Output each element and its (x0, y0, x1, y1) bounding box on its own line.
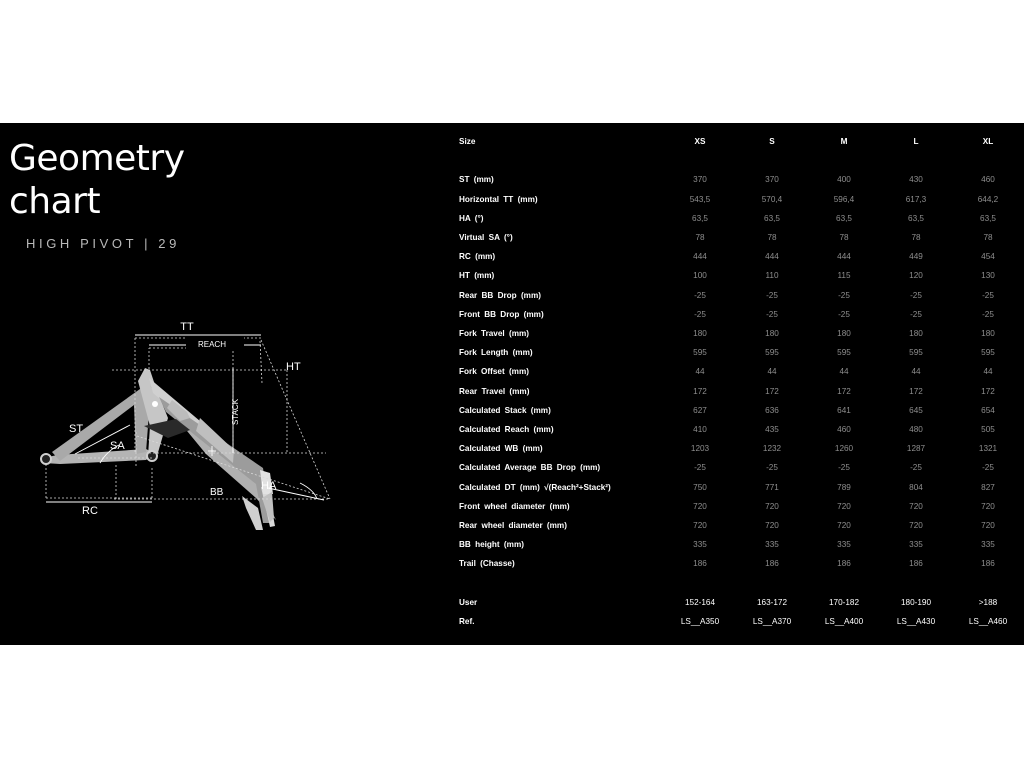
title-line-1: Geometry (9, 138, 185, 179)
row-label: Fork Offset (mm) (459, 367, 529, 377)
row-value: 720 (765, 521, 779, 531)
table-row (454, 343, 1024, 362)
row-value: 543,5 (689, 194, 711, 204)
table-row (454, 593, 1024, 612)
size-header-xl: XL (982, 137, 994, 146)
row-value: 44 (767, 367, 777, 377)
table-row (454, 478, 1024, 497)
row-value: 44 (695, 367, 705, 377)
table-row (454, 228, 1024, 247)
table-row (454, 382, 1024, 401)
row-value: 570,4 (761, 194, 783, 204)
row-label: HT (mm) (459, 271, 495, 281)
frame-geometry-diagram (30, 308, 350, 568)
row-value: 370 (765, 175, 779, 185)
label-ht: HT (286, 361, 301, 373)
row-value: 595 (693, 348, 707, 358)
title-line-2: chart (9, 181, 101, 222)
row-value: -25 (694, 290, 706, 300)
row-value: LS__A400 (824, 617, 864, 627)
table-row (454, 439, 1024, 458)
size-header-xs: XS (694, 137, 706, 146)
table-row (454, 497, 1024, 516)
size-header-label: Size (459, 137, 476, 146)
row-value: 63,5 (764, 213, 780, 223)
row-label: Calculated WB (mm) (459, 444, 543, 454)
row-label: Front wheel diameter (mm) (459, 501, 570, 511)
row-value: 804 (909, 482, 923, 492)
row-label: User (459, 597, 478, 607)
row-value: 449 (909, 252, 923, 262)
row-value: 180 (765, 329, 779, 339)
table-spacer-cell (454, 151, 1024, 170)
row-value: 180 (837, 329, 851, 339)
row-value: 44 (839, 367, 849, 377)
row-value: 454 (981, 252, 995, 262)
table-row (454, 286, 1024, 305)
row-value: -25 (694, 309, 706, 319)
row-label: Calculated Stack (mm) (459, 405, 551, 415)
row-value: 44 (911, 367, 921, 377)
row-value: 335 (981, 540, 995, 550)
size-header-s: S (769, 137, 775, 146)
table-row (454, 420, 1024, 439)
row-value: 186 (909, 559, 923, 569)
row-value: 170-182 (828, 597, 860, 607)
size-header-l: L (913, 137, 919, 146)
row-value: -25 (982, 290, 994, 300)
row-value: 596,4 (833, 194, 855, 204)
row-value: 172 (837, 386, 851, 396)
row-label: Rear Travel (mm) (459, 386, 530, 396)
row-value: 78 (839, 233, 849, 242)
row-value: 186 (765, 559, 779, 569)
row-value: 172 (693, 386, 707, 396)
row-value: 110 (765, 271, 779, 281)
row-value: -25 (766, 463, 778, 473)
table-row (454, 516, 1024, 535)
row-value: -25 (838, 463, 850, 473)
row-label: ST (mm) (459, 175, 494, 185)
label-tt: TT (180, 321, 194, 333)
row-value: 180 (693, 329, 707, 339)
row-label: Fork Travel (mm) (459, 329, 529, 339)
row-value: 617,3 (905, 194, 927, 204)
row-value: 444 (837, 252, 851, 262)
label-stack: STACK (231, 398, 240, 426)
table-row (454, 401, 1024, 420)
label-sa: SA (110, 440, 125, 452)
row-value: 63,5 (692, 213, 708, 223)
row-value: 827 (981, 482, 995, 492)
row-value: 335 (693, 540, 707, 550)
row-value: 130 (981, 271, 995, 281)
table-row (454, 612, 1024, 631)
row-label: Calculated Reach (mm) (459, 425, 554, 435)
row-value: 180 (909, 329, 923, 339)
row-value: 100 (693, 271, 707, 281)
table-spacer-row (454, 574, 1024, 593)
row-label: Horizontal TT (mm) (459, 194, 538, 204)
row-value: 1203 (690, 444, 710, 454)
row-value: 460 (837, 425, 851, 435)
row-value: 335 (909, 540, 923, 550)
row-value: 720 (837, 521, 851, 531)
row-value: 335 (837, 540, 851, 550)
row-value: 627 (693, 405, 707, 415)
table-row (454, 458, 1024, 477)
row-value: 636 (765, 405, 779, 415)
row-value: 400 (837, 175, 851, 185)
row-value: 444 (693, 252, 707, 262)
row-value: 180-190 (900, 597, 932, 607)
bike-frame-illustration (41, 368, 276, 530)
row-value: -25 (910, 463, 922, 473)
row-value: 335 (765, 540, 779, 550)
page-subtitle: HIGH PIVOT | 29 (26, 236, 180, 251)
row-value: 186 (981, 559, 995, 569)
row-value: 720 (693, 501, 707, 511)
label-st: ST (69, 423, 84, 435)
row-value: 152-164 (684, 597, 716, 607)
table-spacer-row (454, 151, 1024, 170)
row-label: Fork Length (mm) (459, 348, 533, 358)
size-header-row (454, 132, 1024, 151)
row-value: 172 (765, 386, 779, 396)
row-value: -25 (838, 309, 850, 319)
table-row (454, 362, 1024, 381)
row-value: 186 (693, 559, 707, 569)
row-value: 435 (765, 425, 779, 435)
row-value: 595 (909, 348, 923, 358)
row-value: -25 (982, 309, 994, 319)
row-value: 460 (981, 175, 995, 185)
row-value: 370 (693, 175, 707, 185)
row-value: 641 (837, 405, 851, 415)
label-reach: REACH (197, 340, 227, 349)
row-value: 644,2 (977, 194, 999, 204)
row-label: Front BB Drop (mm) (459, 309, 544, 319)
row-value: -25 (766, 309, 778, 319)
ha-dimension-line (268, 488, 324, 500)
row-value: 186 (837, 559, 851, 569)
row-value: 480 (909, 425, 923, 435)
row-value: -25 (982, 463, 994, 473)
row-value: 720 (765, 501, 779, 511)
row-value: 720 (837, 501, 851, 511)
row-value: 63,5 (836, 213, 852, 223)
row-value: 410 (693, 425, 707, 435)
row-value: -25 (694, 463, 706, 473)
row-value: 63,5 (908, 213, 924, 223)
row-value: 44 (983, 367, 993, 377)
row-value: 750 (693, 482, 707, 492)
row-value: 78 (695, 233, 705, 242)
table-row (454, 247, 1024, 266)
row-value: -25 (766, 290, 778, 300)
row-value: 720 (981, 501, 995, 511)
table-row (454, 305, 1024, 324)
row-value: 771 (765, 482, 779, 492)
row-value: LS__A370 (752, 617, 792, 627)
row-value: 720 (909, 501, 923, 511)
row-value: 789 (837, 482, 851, 492)
row-value: 120 (909, 271, 923, 281)
row-value: 720 (981, 521, 995, 531)
size-header-m: M (840, 137, 848, 146)
row-value: 63,5 (980, 213, 996, 223)
row-label: HA (°) (459, 213, 484, 223)
table-row (454, 190, 1024, 209)
row-value: 180 (981, 329, 995, 339)
row-value: 595 (837, 348, 851, 358)
table-row (454, 209, 1024, 228)
row-value: >188 (978, 597, 998, 607)
row-value: LS__A350 (680, 617, 720, 627)
table-spacer-cell (454, 574, 1024, 593)
row-value: -25 (910, 290, 922, 300)
row-value: 595 (981, 348, 995, 358)
row-value: 172 (981, 386, 995, 396)
table-row (454, 554, 1024, 573)
row-value: 1321 (978, 444, 998, 454)
row-value: 78 (911, 233, 921, 242)
row-value: LS__A430 (896, 617, 936, 627)
row-label: Calculated DT (mm) √(Reach²+Stack²) (459, 482, 611, 492)
row-value: 444 (765, 252, 779, 262)
row-value: -25 (910, 309, 922, 319)
row-value: 172 (909, 386, 923, 396)
row-value: 1232 (762, 444, 782, 454)
row-value: 1260 (834, 444, 854, 454)
page-title (9, 137, 185, 223)
row-value: 595 (765, 348, 779, 358)
row-label: RC (mm) (459, 252, 496, 262)
row-value: 1287 (906, 444, 926, 454)
row-label: BB height (mm) (459, 540, 524, 550)
geometry-table (454, 132, 1024, 631)
row-label: Ref. (459, 617, 475, 627)
row-label: Trail (Chasse) (459, 559, 515, 569)
row-value: -25 (838, 290, 850, 300)
row-value: 720 (693, 521, 707, 531)
row-value: 430 (909, 175, 923, 185)
row-label: Virtual SA (°) (459, 233, 513, 242)
row-value: 78 (983, 233, 993, 242)
row-value: LS__A460 (968, 617, 1008, 627)
row-label: Rear BB Drop (mm) (459, 290, 541, 300)
label-ha: HA (261, 480, 277, 492)
table-row (454, 170, 1024, 189)
geometry-panel (0, 123, 1024, 645)
row-value: 505 (981, 425, 995, 435)
row-label: Calculated Average BB Drop (mm) (459, 463, 601, 473)
row-value: 115 (837, 271, 851, 281)
table-row (454, 535, 1024, 554)
label-bb: BB (210, 487, 224, 498)
table-row (454, 324, 1024, 343)
table-row (454, 266, 1024, 285)
row-value: 720 (909, 521, 923, 531)
row-value: 654 (981, 405, 995, 415)
label-rc: RC (82, 505, 98, 517)
row-value: 78 (767, 233, 777, 242)
row-value: 163-172 (756, 597, 788, 607)
row-value: 645 (909, 405, 923, 415)
row-label: Rear wheel diameter (mm) (459, 521, 567, 531)
